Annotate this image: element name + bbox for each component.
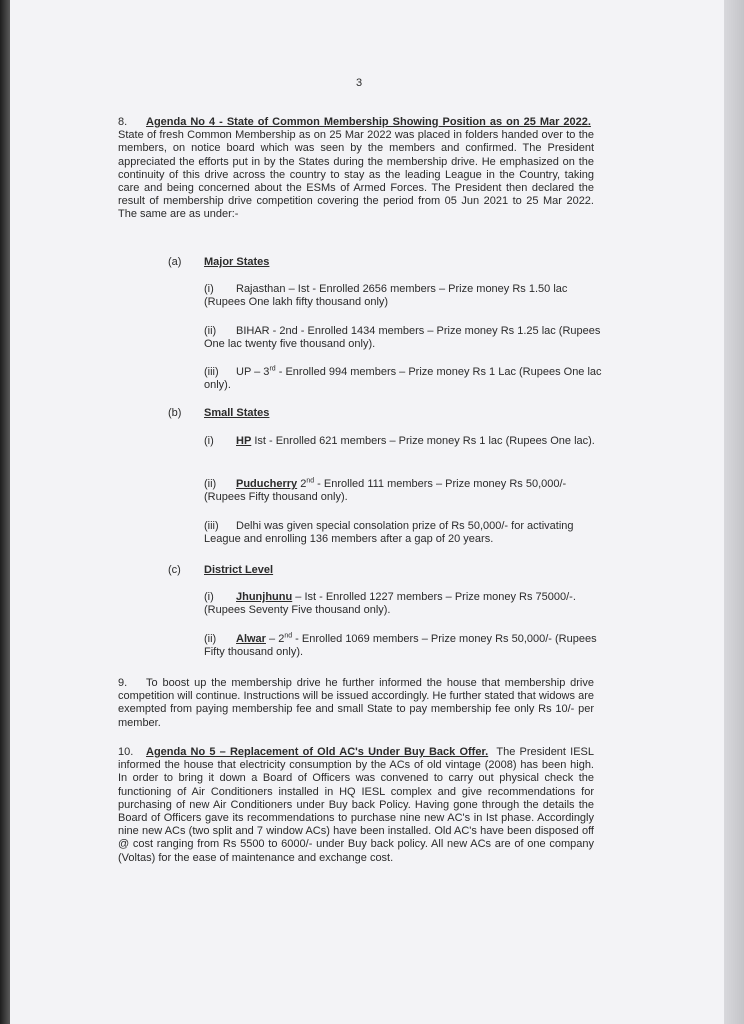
para-10-text: The President IESL informed the house that electricity consumption by the ACs of old vintage (2008) has been high. In order to bring it down a Board of Officers was convened to carry out physical check the functioning of Air Conditioners installed in HQ IESL complex and give recommendations for purchasing of new Air Conditioners under Buy back Policy. Having gone through the details the Board of Officers gave its recommendations to purchase nine new AC's in Ist phase. Accordingly nine new ACs (two split and 7 window ACs) have been installed. Old AC's have been disposed off @ cost ranging from Rs 5500 to 6000/- under Buy back policy. All new ACs are of one company (Voltas) for the ease of maintenance and exchange cost. (118, 746, 595, 864)
district-level-item-1 (204, 591, 604, 617)
item-text: - Enrolled 1069 members – Prize money Rs 50,000/- (Rupees Fifty thousand only). (204, 633, 597, 659)
item-number: (ii) (204, 633, 217, 645)
item-superscript: rd (269, 365, 276, 373)
item-number: (ii) (204, 325, 217, 337)
item-rank: 2 (297, 478, 307, 490)
para-9-number: 9. (118, 677, 128, 689)
district-level-item-2 (204, 633, 604, 659)
major-states-item-2 (204, 325, 604, 351)
item-rank: – 2 (265, 633, 285, 645)
item-text: Delhi was given special consolation prize of Rs 50,000/- for activating League and enrolling 136 members after a gap of 20 years. (204, 520, 574, 546)
item-name: UP – 3 (236, 366, 270, 378)
item-text: Rajasthan – Ist - Enrolled 2656 members – Prize money Rs 1.50 lac (Rupees One lakh fifty thousand only) (204, 283, 568, 309)
section-c-label: (c) (168, 564, 181, 576)
section-a-heading: Major States (204, 256, 270, 268)
para-8-text: State of fresh Common Membership as on 25 Mar 2022 was placed in folders handed over to the members, on notice board which was seen by the members and confirmed. The President appreciated the efforts put in by the States during the membership drive. He emphasized on the continuity of this drive across the country to stay as the leading League in the Country, taking care and being concerned about the ESMs of Armed Forces. The President then declared the result of membership drive competition covering the period from 05 Jun 2021 to 25 Mar 2022. The same are as under:- (118, 129, 594, 221)
item-name: Puducherry (236, 478, 298, 490)
page-shadow-edge (724, 0, 744, 1024)
paragraph-10 (118, 746, 594, 865)
small-states-item-1 (204, 435, 604, 448)
item-number: (i) (204, 591, 214, 603)
section-b-heading: Small States (204, 407, 270, 419)
section-c-heading: District Level (204, 564, 274, 576)
item-text: – Ist - Enrolled 1227 members – Prize money Rs 75000/-. (Rupees Seventy Five thousand only). (204, 591, 576, 617)
document-page (10, 0, 724, 1024)
page-number: 3 (356, 77, 363, 89)
item-number: (i) (204, 283, 214, 295)
item-name: Jhunjhunu (236, 591, 293, 603)
agenda-4-heading: Agenda No 4 - State of Common Membership Showing Position as on 25 Mar 2022. (146, 116, 591, 128)
item-name: HP (236, 435, 252, 447)
small-states-item-3 (204, 520, 604, 546)
section-a-label: (a) (168, 256, 182, 268)
item-number: (i) (204, 435, 214, 447)
agenda-5-heading: Agenda No 5 – Replacement of Old AC's Under Buy Back Offer. (146, 746, 489, 758)
paragraph-8 (118, 116, 594, 222)
item-text: BIHAR - 2nd - Enrolled 1434 members – Prize money Rs 1.25 lac (Rupees One lac twenty five thousand only). (204, 325, 601, 351)
small-states-item-2 (204, 478, 604, 504)
item-text: - Enrolled 994 members – Prize money Rs 1 Lac (Rupees One lac only). (204, 366, 602, 392)
para-8-number: 8. (118, 116, 128, 128)
major-states-item-3 (204, 366, 604, 392)
scan-edge (0, 0, 10, 1024)
item-number: (ii) (204, 478, 217, 490)
item-text: Ist - Enrolled 621 members – Prize money Rs 1 lac (Rupees One lac). (251, 435, 595, 447)
item-name: Alwar (236, 633, 266, 645)
para-9-text: To boost up the membership drive he further informed the house that membership drive competition will continue. Instructions will be issued accordingly. He further stated that widows are exempted from paying membership fee and small State to pay membership fee only Rs 10/- per member. (118, 677, 594, 729)
item-text: - Enrolled 111 members – Prize money Rs 50,000/- (Rupees Fifty thousand only). (204, 478, 567, 504)
item-superscript: nd (284, 632, 293, 640)
paragraph-9 (118, 677, 594, 730)
major-states-item-1 (204, 283, 604, 309)
item-number: (iii) (204, 366, 219, 378)
item-number: (iii) (204, 520, 219, 532)
para-10-number: 10. (118, 746, 134, 758)
section-b-label: (b) (168, 407, 182, 419)
item-superscript: nd (306, 477, 315, 485)
